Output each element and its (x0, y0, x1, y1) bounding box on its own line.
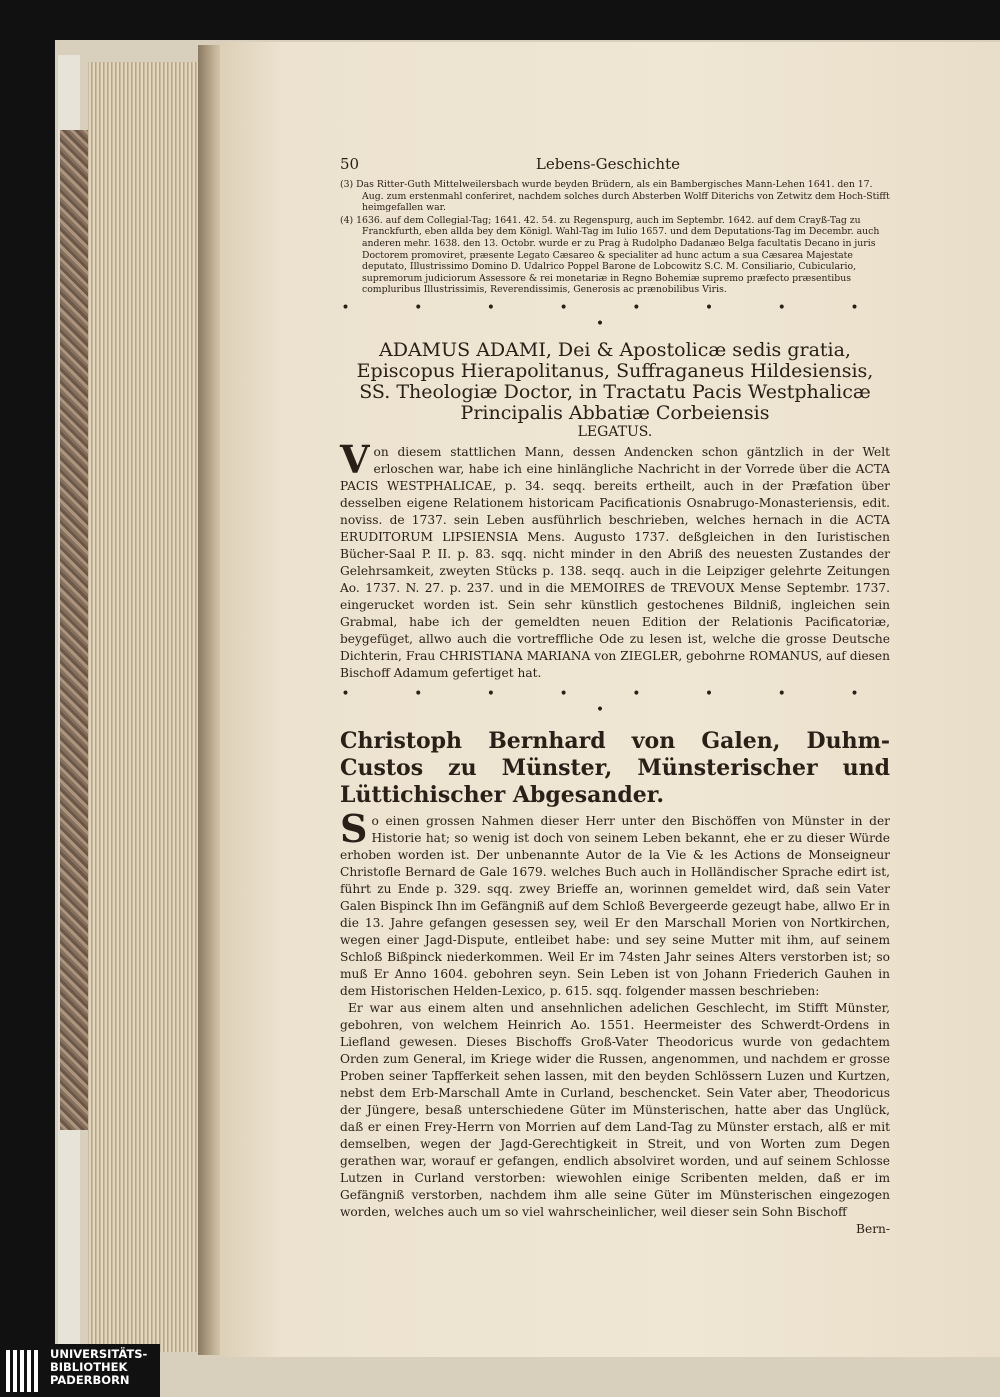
footnotes (340, 179, 890, 296)
marbled-cover (60, 130, 90, 1130)
logo-line: UNIVERSITÄTS- (50, 1347, 148, 1361)
drop-initial: V (340, 436, 370, 482)
running-header (340, 155, 680, 173)
paragraph-2: Er war aus einem alten und ansehnlichen adelichen Geschlecht, im Stifft Münster, gebohren, von welchem Heinrich Ao. 1551. Heermeister des Schwerdt-Ordens in Liefland gewesen. Dieses Bischoffs Groß-Vater Theodoricus wurde von gedachtem Orden zum General, im Kriege wider die Russen, angenommen, und nachdem er grosse Proben seiner Tapfferkeit sehen lassen, mit den beyden Schlössern Luzen und Kurtzen, nebst dem Erb-Marschall Amte in Curland, beschencket. Sein Vater aber, Theodoricus der Jüngere, besaß unterschiedene Güter im Münsterischen, hatte aber das Unglück, daß er einen Frey-Herrn von Morrien auf dem Land-Tag zu Münster erstach, alß er mit demselben, wegen der Jagd-Gerechtigkeit in Streit, und von Worten zum Degen gerathen war, worauf er gefangen, endlich absolviret worden, und auf seinem Schlosse Lutzen in Curland verstorben: wiewohlen einige Scribenten melden, daß er im Gefängniß verstorben, nachdem ihm alle seine Güter im Münsterischen eingezogen worden, welches auch um so viel wahrscheinlicher, weil dieser sein Sohn Bischoff (340, 1000, 890, 1219)
paragraph: on diesem stattlichen Mann, dessen Andencken schon gäntzlich in der Welt erloschen war, habe ich eine hinlängliche Nachricht in der Vorrede über die ACTA PACIS WESTPHALICAE, p. 34. seqq. bereits ertheilt, auch in der Præfation über desselben eigene Relationem historicam Pacificationis Osnabrugo-Monasteriensis, edit. noviss. de 1737. sein Leben ausführlich beschrieben, welches hernach in die ACTA ERUDITORUM LIPSIENSIA Mens. Augusto 1737. deßgleichen in den Iuristischen Bücher-Saal P. II. p. 83. sqq. nicht minder in den Abriß des neuesten Zustandes der Gelehrsamkeit, zweyten Stücks p. 138. seqq. auch in die Leipziger gelehrte Zeitungen Ao. 1737. N. 27. p. 237. und in die MEMOIRES de TREVOUX Mense Septembr. 1737. eingerucket worden ist. Sein sehr künstlich gestochenes Bildniß, ingleichen sein Grabmal, habe ich der gemeldten neuen Edition der Relationis Pacificatoriæ, beygefüget, allwo auch die vortreffliche Ode zu lesen ist, welche die grosse Deutsche Dichterin, Frau CHRISTIANA MARIANA von ZIEGLER, gebohrne ROMANUS, auf diesen Bischoff Adamum gefertiget hat. (340, 444, 890, 680)
logo-mark-icon (6, 1350, 44, 1392)
section-body-galen (340, 805, 890, 1238)
library-logo (0, 1344, 160, 1397)
paragraph: o einen grossen Nahmen dieser Herr unter den Bischöffen von Münster in der Historie hat; so wenig ist doch von seinem Leben bekannt, ehe er zu dieser Würde erhoben worden ist. Der unbenannte Autor de la Vie & les Actions de Monseigneur Christofle Bernard de Gale 1679. welches Buch auch in Holländischer Sprache edirt ist, führt zu Ende p. 329. sqq. zwey Brieffe an, worinnen gemeldet wird, daß sein Vater Galen Bispinck Ihn im Gefängniß auf dem Schloß Bevergeerde gezeugt habe, allwo Er in die 13. Jahre gefangen gesessen sey, weil Er den Marschall Morien von Nortkirchen, wegen einer Jagd-Dispute, entleibet habe: und sey seine Mutter mit ihm, auf seinem Schloß Bißpinck niederkommen. Weil Er im 74sten Jahr seines Alters verstorben ist; so muß Er Anno 1604. gebohren seyn. Sein Leben ist von Johann Friederich Gauhen in dem Historischen Helden-Lexico, p. 615. sqq. folgender massen beschrieben: (340, 813, 890, 998)
section-body-adami (340, 436, 890, 682)
running-title: Lebens-Geschichte (535, 155, 680, 173)
page-content (340, 155, 890, 1238)
divider: • • • • • • • • • (341, 299, 889, 332)
footnote-3: (3) Das Ritter-Guth Mittelweilersbach wurde beyden Brüdern, als ein Bambergisches Mann-Lehen 1641. den 17. Aug. zum erstenmahl conferiret, nachdem solches durch Absterben Wolff Diterichs von Zetwitz dem Hoch-Stifft heimgefallen war. (340, 179, 890, 214)
section-title-adami (340, 340, 890, 440)
footnote-4: (4) 1636. auf dem Collegial-Tag; 1641. 42. 54. zu Regenspurg, auch im Septembr. 1642. auf dem Crayß-Tag zu Franckfurth, eben allda bey dem Königl. Wahl-Tag im Iulio 1657. und dem Deputations-Tag im Decembr. auch anderen mehr. 1638. den 13. Octobr. wurde er zu Prag à Rudolpho Dadanæo Belga facultatis Decano in juris Doctorem promoviret, præsente Legato Cæsareo & specialiter ad hunc actum a sua Cæsarea Majestate deputato, Illustrissimo Domino D. Udalrico Poppel Barone de Lobcowitz S.C. M. Consiliario, Cubiculario, supremorum judiciorum Assessore & rei monetariæ in Regno Bohemiæ supremo præfecto præsentibus compluribus Illustrissimis, Reverendissimis, Generosis ac prænobilibus Viris. (340, 214, 880, 296)
catchword: Bern- (856, 1221, 890, 1236)
section-title-galen: Christoph Bernhard von Galen, Duhm-Custos zu Münster, Münsterischer und Lüttichischer Abgesander. (340, 727, 890, 808)
logo-line: BIBLIOTHEK (50, 1360, 128, 1374)
page-edges (88, 62, 206, 1352)
page-number: 50 (340, 155, 360, 173)
section-title-sub: LEGATUS. (577, 423, 653, 440)
logo-line: PADERBORN (50, 1373, 130, 1387)
drop-initial: S (340, 805, 368, 851)
section-title-text: ADAMUS ADAMI, Dei & Apostolicæ sedis gratia, Episcopus Hierapolitanus, Suffraganeus Hildesiensis, SS. Theologiæ Doctor, in Tractatu Pacis Westphalicæ Principalis Abbatiæ Corbeiensis (356, 338, 874, 424)
divider-2: • • • • • • • • • (341, 685, 889, 718)
